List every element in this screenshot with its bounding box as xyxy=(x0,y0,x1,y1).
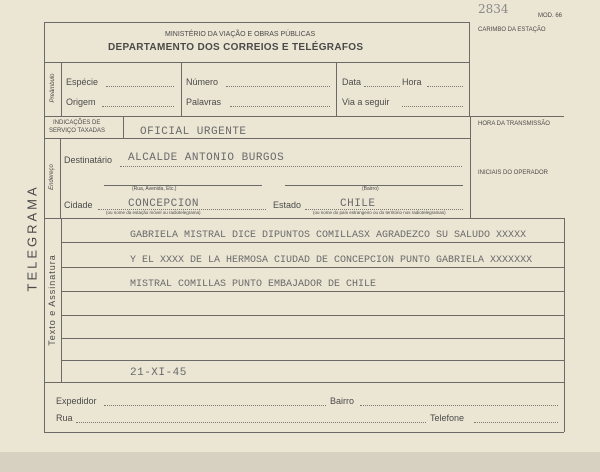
via-field[interactable] xyxy=(402,106,463,107)
expedidor-label: Expedidor xyxy=(56,396,97,406)
ministry-heading: MINISTÉRIO DA VIAÇÃO E OBRAS PÚBLICAS xyxy=(165,31,316,38)
message-line-1: GABRIELA MISTRAL DICE DIPUNTOS COMILLASX AGRADEZCO SU SALUDO XXXXX xyxy=(130,230,527,241)
message-date: 21-XI-45 xyxy=(130,367,187,379)
cidade-label: Cidade xyxy=(64,200,93,210)
numero-field[interactable] xyxy=(226,86,330,87)
frame-left xyxy=(44,22,45,432)
rua-label: Rua xyxy=(56,413,73,423)
street-hint: (Rua, Avenida, Etc.) xyxy=(132,186,177,192)
especie-field[interactable] xyxy=(106,86,174,87)
estado-hint: (ou nome do país estrangeiro ou do território nos radiotelegramas) xyxy=(313,210,446,215)
bairro-hint: (Bairro) xyxy=(362,186,379,192)
station-stamp-label: CARIMBO DA ESTAÇÃO xyxy=(478,27,546,33)
destinatario-field[interactable] xyxy=(120,166,462,167)
form-code: MOD. 66 xyxy=(538,13,563,19)
cidade-value: CONCEPCION xyxy=(128,198,200,210)
palavras-field[interactable] xyxy=(230,106,330,107)
origem-label: Origem xyxy=(66,97,96,107)
estado-label: Estado xyxy=(273,200,302,210)
preamble-section-label: Preâmbulo xyxy=(50,73,56,103)
estado-value: CHILE xyxy=(340,198,376,210)
taxed-value: OFICIAL URGENTE xyxy=(140,126,247,138)
frame-bottom xyxy=(44,432,564,433)
bairro-field[interactable] xyxy=(360,405,558,406)
cidade-hint: (ou nome da estação móvel ou radiotelegrama) xyxy=(106,210,201,215)
telefone-label: Telefone xyxy=(430,413,465,423)
origem-field[interactable] xyxy=(102,106,174,107)
body-ruled-line xyxy=(62,315,564,316)
destinatario-label: Destinatário xyxy=(64,155,113,165)
frame-right xyxy=(564,218,565,432)
body-ruled-line xyxy=(62,242,564,243)
via-label: Via a seguir xyxy=(342,97,390,107)
rua-field[interactable] xyxy=(76,422,426,423)
hora-field[interactable] xyxy=(427,86,463,87)
body-ruled-line xyxy=(62,267,564,268)
bairro-label: Bairro xyxy=(330,396,355,406)
department-heading: DEPARTAMENTO DOS CORREIOS E TELÉGRAFOS xyxy=(108,42,364,53)
operator-initials-label: INICIAIS DO OPERADOR xyxy=(478,170,549,176)
expedidor-field[interactable] xyxy=(104,405,326,406)
numero-label: Número xyxy=(186,77,219,87)
side-title: TELEGRAMA xyxy=(24,184,40,292)
frame-top xyxy=(44,22,469,23)
handwritten-number: 2834 xyxy=(478,2,509,16)
body-ruled-line xyxy=(62,291,564,292)
body-ruled-line xyxy=(62,360,564,361)
especie-label: Espécie xyxy=(66,77,99,87)
scan-edge xyxy=(0,452,600,472)
message-line-2: Y EL XXXX DE LA HERMOSA CIUDAD DE CONCEPCION PUNTO GABRIELA XXXXXXX xyxy=(130,255,533,266)
address-section-label: Endereço xyxy=(49,164,55,190)
data-label: Data xyxy=(342,77,362,87)
body-section-label: Texto e Assinatura xyxy=(47,254,57,346)
body-ruled-line xyxy=(62,338,564,339)
hora-label: Hora xyxy=(402,77,422,87)
taxed-label-line1: INDICAÇÕES DE xyxy=(53,120,101,126)
message-line-3: MISTRAL COMILLAS PUNTO EMBAJADOR DE CHILE xyxy=(130,279,377,290)
palavras-label: Palavras xyxy=(186,97,222,107)
transmission-time-label: HORA DA TRANSMISSÃO xyxy=(478,121,550,127)
destinatario-value: ALCALDE ANTONIO BURGOS xyxy=(128,152,285,164)
data-field[interactable] xyxy=(364,86,400,87)
taxed-label-line2: SERVIÇO TAXADAS xyxy=(49,128,106,134)
telefone-field[interactable] xyxy=(474,422,558,423)
frame-right-top xyxy=(469,22,470,117)
